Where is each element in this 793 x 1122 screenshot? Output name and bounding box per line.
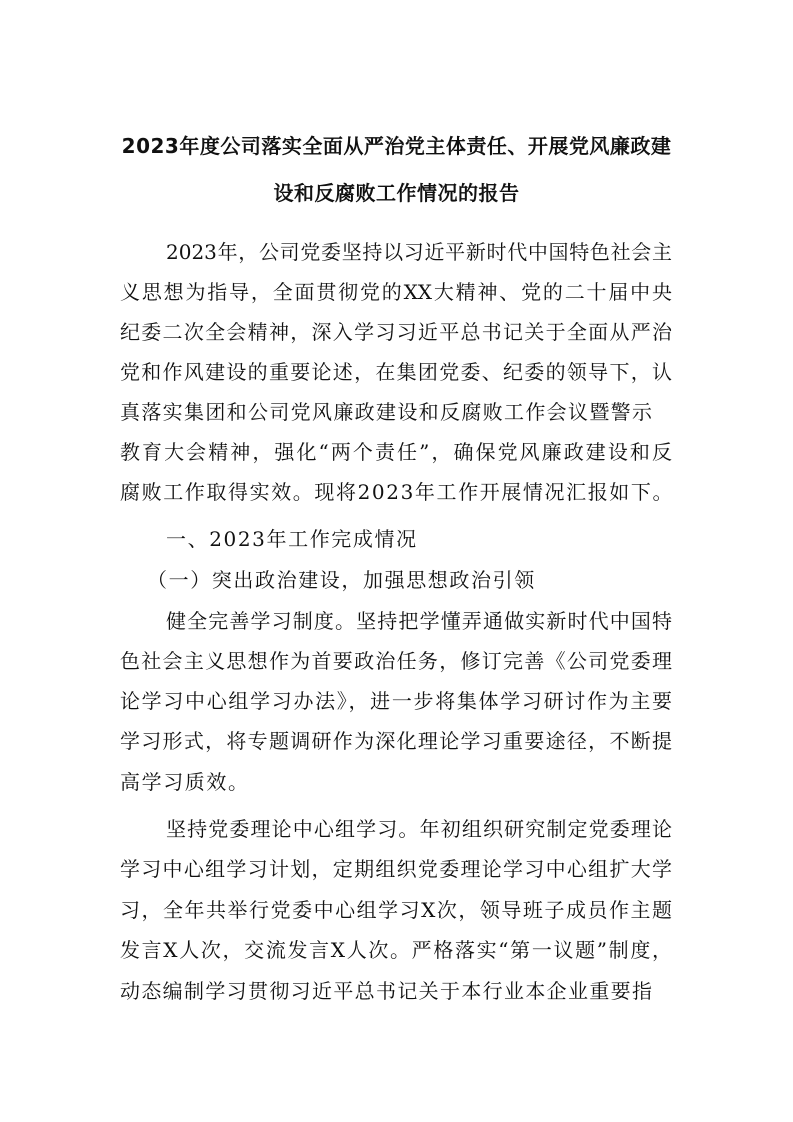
paragraph-line: 坚持党委理论中心组学习。年初组织研究制定党委理论: [166, 817, 672, 841]
paragraph-line: 学习形式，将专题调研作为深化理论学习重要途径，不断提: [120, 729, 672, 753]
report-title-line-1: 2023年度公司落实全面从严治党主体责任、开展党风廉政建: [121, 134, 672, 158]
paragraph-line: 高学习质效。: [120, 770, 250, 794]
paragraph-line: 论学习中心组学习办法》，进一步将集体学习研讨作为主要: [120, 689, 672, 713]
paragraph-line: 色社会主义思想作为首要政治任务，修订完善《公司党委理: [120, 649, 672, 673]
paragraph-line: 党和作风建设的重要论述，在集团党委、纪委的领导下，认: [120, 360, 672, 384]
subsection-heading: （一）突出政治建设，加强思想政治引领: [147, 568, 536, 592]
section-heading: 一、2023年工作完成情况: [166, 527, 418, 551]
paragraph-line: 真落实集团和公司党风廉政建设和反腐败工作会议暨警示: [120, 400, 652, 424]
paragraph-line: 健全完善学习制度。坚持把学懂弄通做实新时代中国特: [166, 609, 672, 633]
report-title-line-2: 设和反腐败工作情况的报告: [273, 181, 520, 205]
paragraph-line: 义思想为指导，全面贯彻党的XX大精神、党的二十届中央: [120, 280, 672, 304]
paragraph-line: 腐败工作取得实效。现将2023年工作开展情况汇报如下。: [120, 480, 675, 504]
paragraph-line: 学习中心组学习计划，定期组织党委理论学习中心组扩大学: [120, 857, 672, 881]
paragraph-line: 教育大会精神，强化“两个责任”，确保党风廉政建设和反: [120, 440, 672, 464]
paragraph-line: 发言X人次，交流发言X人次。严格落实“第一议题”制度，: [120, 938, 672, 962]
paragraph-line: 纪委二次全会精神，深入学习习近平总书记关于全面从严治: [120, 320, 672, 344]
paragraph-line: 习，全年共举行党委中心组学习X次，领导班子成员作主题: [120, 898, 672, 922]
paragraph-line: 动态编制学习贯彻习近平总书记关于本行业本企业重要指: [120, 979, 652, 1003]
paragraph-line: 2023年，公司党委坚持以习近平新时代中国特色社会主: [166, 240, 672, 264]
